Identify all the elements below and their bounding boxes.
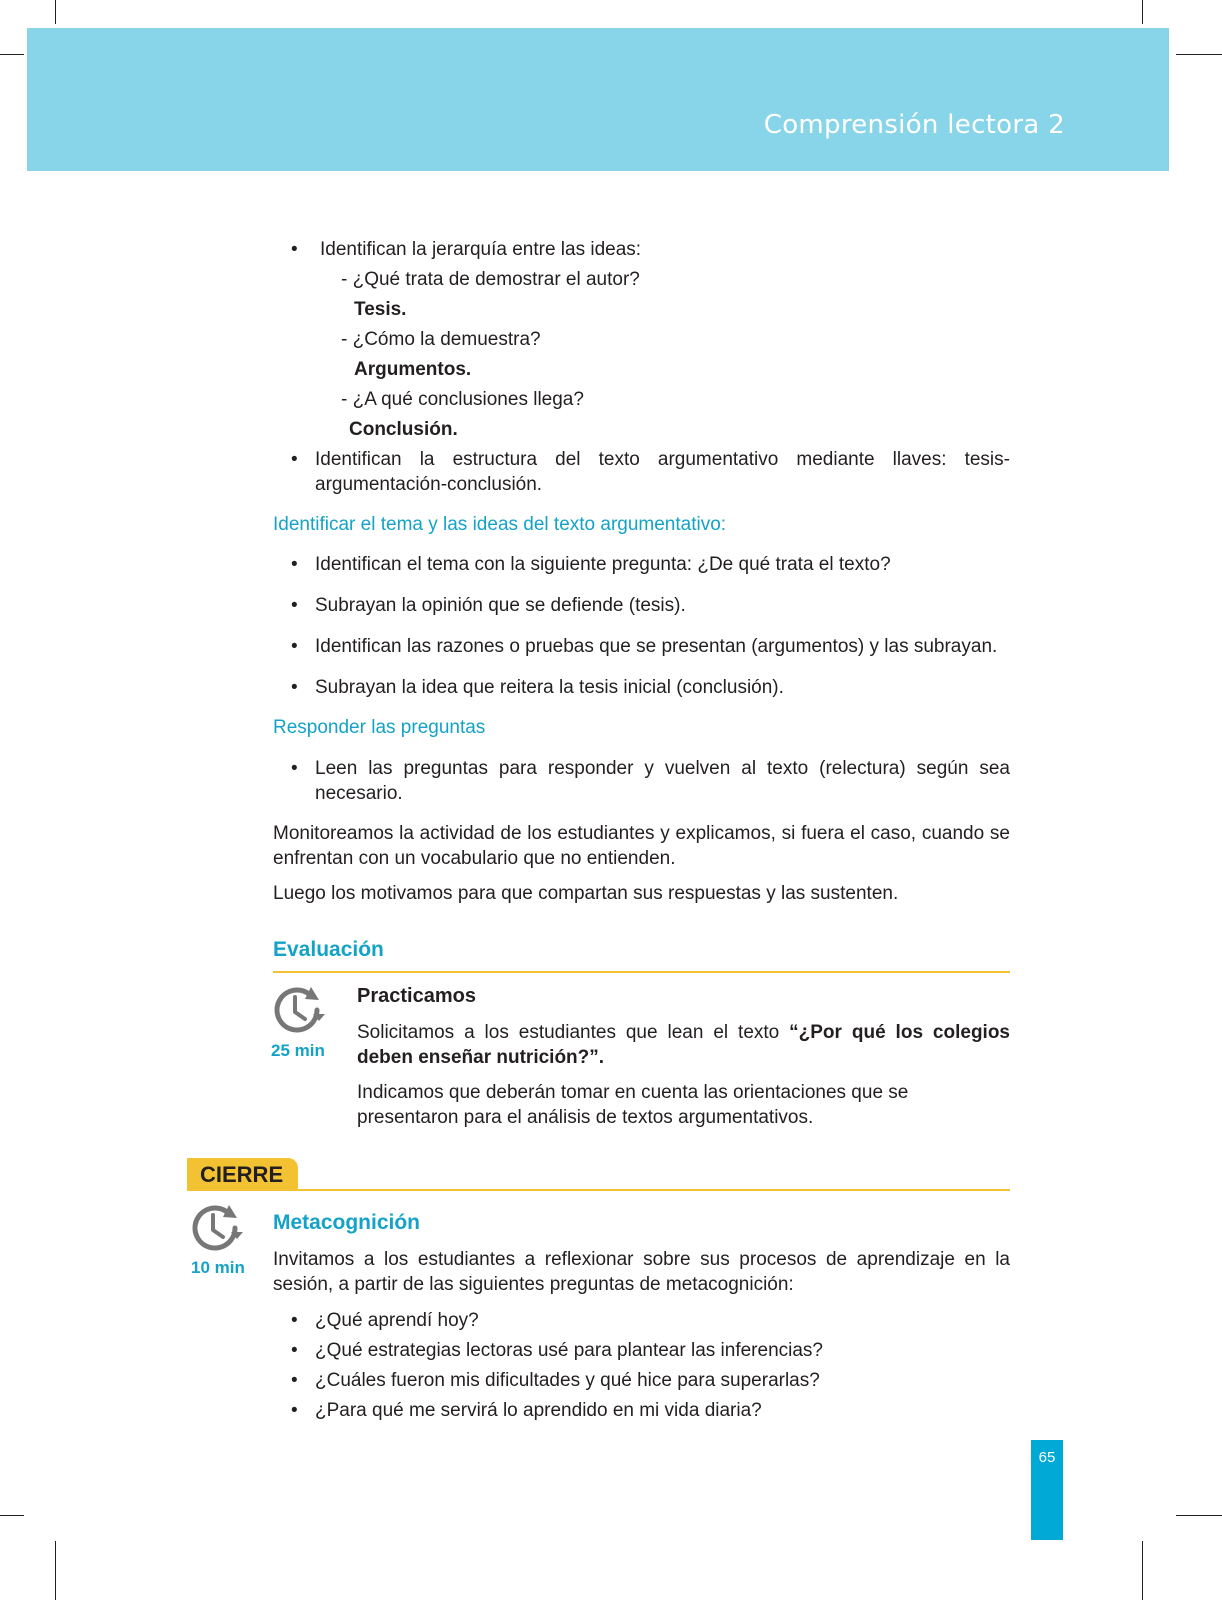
metacognicion-questions xyxy=(273,1308,1010,1428)
list-item xyxy=(273,593,1010,634)
crop-mark xyxy=(0,1515,24,1516)
text-title: “¿Por qué los colegios deben enseñar nutrición?”. xyxy=(357,1022,1011,1068)
practicamos-block xyxy=(357,984,1010,1130)
practicamos-paragraph: Indicamos que deberán tomar en cuenta las orientaciones que se presentaron para el análisis de textos argumentativos. xyxy=(357,1082,909,1128)
list-item-text: Identifican el tema con la siguiente pregunta: ¿De qué trata el texto? xyxy=(315,554,891,575)
list-item-text: Subrayan la idea que reitera la tesis inicial (conclusión). xyxy=(315,677,784,698)
list-item xyxy=(273,634,1010,675)
list-item xyxy=(273,675,1010,715)
clock-icon xyxy=(191,1202,243,1254)
crop-mark xyxy=(1176,1515,1222,1516)
list-item-text: Leen las preguntas para responder y vuelven al texto (relectura) según sea necesario. xyxy=(315,758,1010,804)
evaluacion-heading: Evaluación xyxy=(273,938,384,961)
structure-lead: Identifican la jerarquía entre las ideas: xyxy=(320,239,642,260)
question-text: ¿Qué aprendí hoy? xyxy=(315,1310,479,1331)
question-text: ¿Cuáles fueron mis dificultades y qué hice para superarlas? xyxy=(315,1370,820,1391)
clock-icon xyxy=(273,984,325,1036)
page-number: 65 xyxy=(1031,1440,1063,1540)
tema-section xyxy=(273,512,1010,715)
list-item xyxy=(273,1338,1010,1368)
list-item xyxy=(273,756,1010,806)
question: - ¿A qué conclusiones llega? xyxy=(341,389,584,410)
header-title: Comprensión lectora 2 xyxy=(763,110,1065,140)
crop-mark xyxy=(1142,1541,1143,1600)
duration-label: 25 min xyxy=(271,1041,325,1060)
luego-paragraph: Luego los motivamos para que compartan sus respuestas y las sustenten. xyxy=(273,883,899,904)
responder-section xyxy=(273,715,1010,806)
divider xyxy=(273,971,1010,973)
crop-mark xyxy=(1142,0,1143,24)
cierre-tab: CIERRE xyxy=(187,1158,298,1191)
crop-mark xyxy=(0,54,24,55)
question: - ¿Cómo la demuestra? xyxy=(341,329,541,350)
answer: Argumentos. xyxy=(354,359,472,380)
structure-list xyxy=(273,237,1010,497)
crop-mark xyxy=(1176,54,1222,55)
metacognicion-heading: Metacognición xyxy=(273,1211,421,1234)
list-item-text: Identifican las razones o pruebas que se presentan (argumentos) y las subrayan. xyxy=(315,636,998,657)
divider xyxy=(187,1189,1010,1191)
list-item xyxy=(273,1398,1010,1428)
list-item xyxy=(273,237,1010,267)
header-band xyxy=(27,28,1169,171)
monitoreo-paragraph: Monitoreamos la actividad de los estudiantes y explicamos, si fuera el caso, cuando se enfrentan con un vocabulario que no entienden. xyxy=(273,823,1010,869)
question-text: ¿Qué estrategias lectoras usé para plantear las inferencias? xyxy=(315,1340,823,1361)
crop-mark xyxy=(55,1541,56,1600)
section-heading: Identificar el tema y las ideas del texto argumentativo: xyxy=(273,514,727,535)
list-item xyxy=(273,1368,1010,1398)
section-heading: Responder las preguntas xyxy=(273,717,486,738)
duration-label: 10 min xyxy=(191,1258,245,1277)
answer: Tesis. xyxy=(354,299,407,320)
answer: Conclusión. xyxy=(349,419,458,440)
question-text: ¿Para qué me servirá lo aprendido en mi vida diaria? xyxy=(315,1400,762,1421)
practicamos-text: Solicitamos a los estudiantes que lean el texto xyxy=(357,1022,790,1043)
practicamos-title: Practicamos xyxy=(357,985,476,1007)
question: - ¿Qué trata de demostrar el autor? xyxy=(341,269,640,290)
metacognicion-intro: Invitamos a los estudiantes a reflexionar sobre sus procesos de aprendizaje en la sesión, a partir de las siguientes preguntas de metacognición: xyxy=(273,1249,1010,1295)
list-item xyxy=(273,1308,1010,1338)
crop-mark xyxy=(55,0,56,24)
list-item-text: Subrayan la opinión que se defiende (tesis). xyxy=(315,595,686,616)
practicamos-paragraph xyxy=(357,1020,1010,1070)
list-item xyxy=(273,447,1010,497)
list-item xyxy=(273,552,1010,593)
braces-text: Identifican la estructura del texto argumentativo mediante llaves: tesis-argumentación-conclusión. xyxy=(315,449,1010,495)
